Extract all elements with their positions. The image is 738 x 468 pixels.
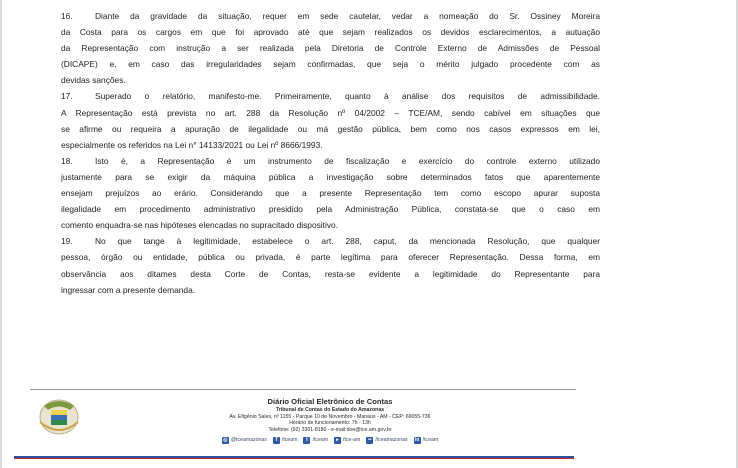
footer-org: Tribunal de Contas do Estado do Amazonas <box>275 407 385 413</box>
paragraph-number: 19. <box>61 236 73 247</box>
footer-divider <box>30 389 576 390</box>
footer-band-red <box>14 458 574 459</box>
paragraph-line: devidas sanções. <box>61 75 126 86</box>
paragraph-number: 17. <box>61 91 73 102</box>
paragraph-line: No que tange à legitimidade, estabelece o art. 288, caput, da mencionada Resolução, que qualquer <box>95 236 600 247</box>
social-link-instagram[interactable] <box>222 436 267 444</box>
facebook-icon: f <box>273 437 280 444</box>
footer-address: Av. Efigênio Sales, nº 1155 - Parque 10 de Novembro - Manaus - AM - CEP: 69055-736 <box>229 413 431 420</box>
social-link-youtube[interactable] <box>334 436 360 444</box>
coat-of-arms-logo <box>30 394 88 438</box>
paragraph-line: ingressar com a presente demanda. <box>61 284 196 295</box>
linkedin-icon: in <box>414 436 420 443</box>
social-label: /tceam <box>422 437 439 444</box>
paragraph-line: Diante da gravidade da situação, requer em sede cautelar, vedar a nomeação do Sr. Ossiney Moreira <box>95 11 600 21</box>
social-label: /tceamazonas <box>375 437 408 444</box>
page-border-left <box>0 0 2 468</box>
paragraph-line: Isto é, a Representação é um instrumento de fiscalização e exercício do controle externo utilizado <box>95 155 600 166</box>
social-label: /tceam <box>312 437 329 444</box>
paragraph-line: A Representação está prevista no art. 288 da Resolução nº 04/2002 – TCE/AM, sendo cabível em situações que <box>61 107 600 118</box>
paragraph-18 <box>61 153 600 233</box>
social-label: @tceamazonas <box>230 437 267 444</box>
footer <box>120 396 540 444</box>
social-label: /tce-am <box>343 437 361 444</box>
social-link-facebook[interactable] <box>273 436 298 444</box>
paragraph-number: 18. <box>61 155 73 166</box>
paragraph-line: justamente para se exigir da máquina pública a investigação sobre determinados fatos que aparentemente <box>61 171 600 182</box>
youtube-icon: ▸ <box>334 437 341 444</box>
instagram-icon: ◎ <box>223 436 228 443</box>
paragraph-line: da Representação com instrução a ser realizada pela Diretoria de Controle Externo de Admissões de Pessoal <box>61 43 600 54</box>
paragraph-line: ensejam prejuízos ao erário. Considerando que a presente Representação tem como escopo apurar suposta <box>61 188 600 199</box>
paragraph-line: pessoa, órgão ou entidade, pública ou privada, é parte legítima para oferecer Representação. Dessa forma, em <box>61 252 600 263</box>
social-label: /tceam <box>281 437 298 444</box>
paragraph-line: ilegalidade em procedimento administrativo presidido pela Administração Pública, constata-se que o caso em <box>61 204 600 215</box>
paragraph-line: observância aos ditames desta Corte de Contas, resta-se evidente a legitimidade do Representante para <box>61 268 600 279</box>
paragraph-line: (DICAPE) e, em caso das irregularidades sejam confirmadas, que seja o mérito julgado procedente com as <box>61 59 600 70</box>
paragraph-number: 16. <box>61 11 73 21</box>
paragraph-line: especialmente os referidos na Lei n° 14133/2021 ou Lei nº 8666/1993. <box>61 139 323 150</box>
social-link-linkedin[interactable] <box>414 436 439 444</box>
paragraph-17 <box>61 88 600 152</box>
twitter-icon: t <box>303 437 310 444</box>
footer-phone: Telefone: (92) 3301-8180 - e-mail:doe@tce.am.gov.br <box>268 426 392 433</box>
social-link-twitter[interactable] <box>303 436 328 444</box>
paragraph-16 <box>61 8 600 88</box>
paragraph-19 <box>61 233 600 297</box>
footer-title: Diário Oficial Eletrônico de Contas <box>267 397 393 406</box>
paragraph-line: da Costa para os cargos em que foi aprovado até que sejam realizados os devidos esclarecimentos, a autuação <box>61 27 600 38</box>
social-links <box>120 436 540 444</box>
social-link-flickr[interactable] <box>366 436 407 444</box>
flickr-icon: •• <box>368 436 372 443</box>
body-text <box>61 8 600 298</box>
paragraph-line: comento enquadra-se nas hipóteses elencadas no supracitado dispositivo. <box>61 220 339 231</box>
paragraph-line: se afirme ou requeira a apuração de ilegalidade ou má gestão pública, bem como nos casos expressos em lei, <box>61 123 600 134</box>
footer-hours: Horário de funcionamento: 7h - 13h <box>289 420 371 427</box>
paragraph-line: Superado o relatório, manifesto-me. Primeiramente, quanto à análise dos requisitos de admissibilidade. <box>95 91 600 102</box>
